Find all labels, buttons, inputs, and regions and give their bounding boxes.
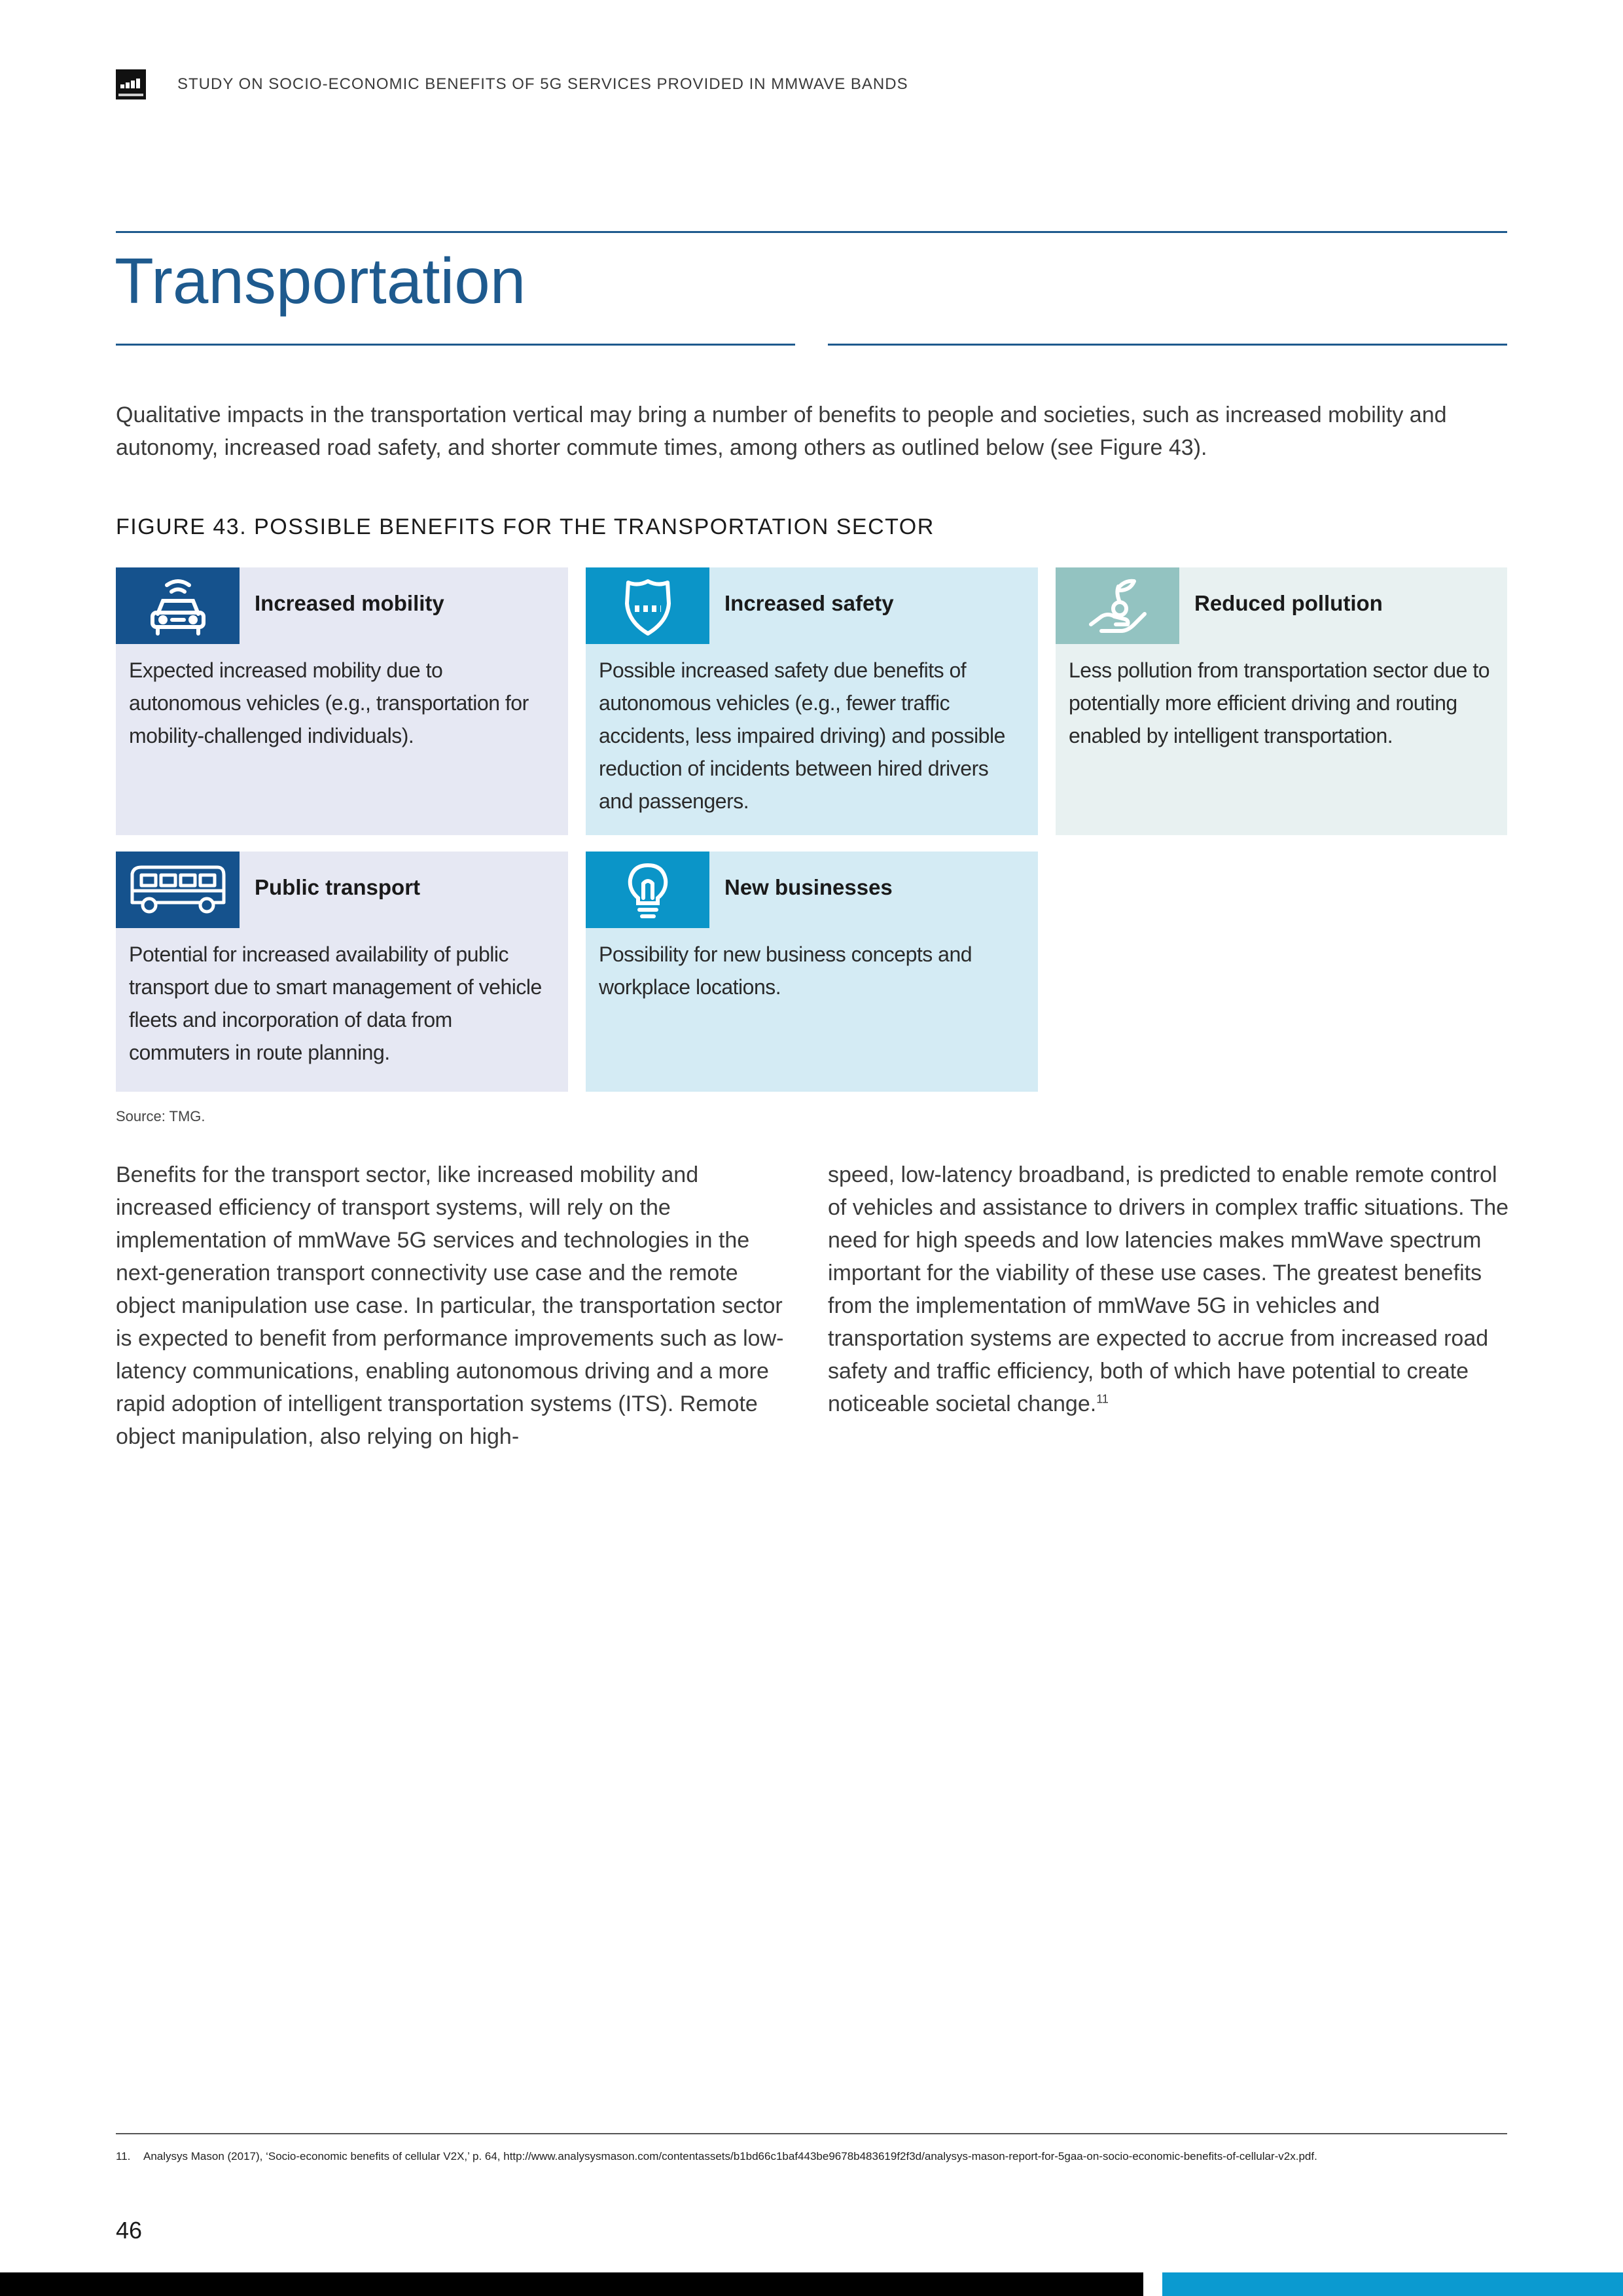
figure-source: Source: TMG.	[116, 1108, 205, 1124]
benefit-card-public-transport	[116, 852, 568, 1092]
autonomous-car-icon	[116, 567, 240, 644]
footer-bar-black	[0, 2272, 1143, 2296]
card-body: Potential for increased availability of public transport due to smart management of vehicle fleets and incorporation of data from commuters in route planning.	[129, 942, 542, 1064]
lightbulb-icon	[586, 852, 709, 928]
benefit-card-increased-mobility	[116, 567, 568, 835]
card-title: Increased safety	[724, 591, 894, 615]
card-body: Expected increased mobility due to autonomous vehicles (e.g., transportation for mobility-challenged individuals).	[129, 658, 529, 747]
title-bottom-rule-left	[116, 344, 795, 346]
body-column-right	[828, 1158, 1512, 1420]
gsma-logo	[116, 69, 146, 99]
card-title: Increased mobility	[255, 591, 444, 615]
title-top-rule	[116, 231, 1507, 233]
footnote-text[interactable]: Analysys Mason (2017), ‘Socio-economic benefits of cellular V2X,’ p. 64, http://www.analysysmason.com/contentassets/b1bd66c1baf443be9678b483619f2f3d/analysys-mason-report-for-5gaa-on-socio-economic-benefits-of-cellular-v2x.pdf.	[143, 2150, 1317, 2162]
footnote-reference[interactable]: 11	[1096, 1392, 1109, 1406]
bus-icon	[116, 852, 240, 928]
card-title: New businesses	[724, 875, 893, 899]
title-bottom-rule-right	[828, 344, 1507, 346]
plant-hand-icon	[1056, 567, 1179, 644]
benefit-card-reduced-pollution	[1056, 567, 1507, 835]
footnote-number: 11.	[116, 2150, 131, 2162]
page-number: 46	[116, 2217, 143, 2244]
running-head: STUDY ON SOCIO-ECONOMIC BENEFITS OF 5G SERVICES PROVIDED IN MMWAVE BANDS	[177, 75, 908, 93]
section-title: Transportation	[115, 245, 526, 317]
intro-paragraph: Qualitative impacts in the transportation vertical may bring a number of benefits to people and societies, such as increased mobility and autonomy, increased road safety, and shorter commute times, among others as outlined below (see Figure 43).	[116, 403, 1447, 460]
card-title: Reduced pollution	[1194, 591, 1383, 615]
card-body: Less pollution from transportation sector due to potentially more efficient driving and routing enabled by intelligent transportation.	[1069, 658, 1490, 747]
footer-bar-cyan	[1162, 2272, 1623, 2296]
footnote	[116, 2150, 1317, 2163]
benefit-card-increased-safety	[586, 567, 1038, 835]
figure-title: FIGURE 43. POSSIBLE BENEFITS FOR THE TRANSPORTATION SECTOR	[116, 514, 935, 539]
card-title: Public transport	[255, 875, 421, 899]
footnote-rule	[116, 2133, 1507, 2134]
body-column-right-text: speed, low-latency broadband, is predicted to enable remote control of vehicles and assistance to drivers in complex traffic situations. The need for high speeds and low latencies makes mmWave spectrum important for the viability of these use cases. The greatest benefits from the implementation of mmWave 5G in vehicles and transportation systems are expected to accrue from increased road safety and traffic efficiency, both of which have potential to create noticeable societal change.	[828, 1162, 1509, 1416]
card-body: Possibility for new business concepts and workplace locations.	[599, 942, 972, 999]
shield-icon	[586, 567, 709, 644]
benefit-card-new-businesses	[586, 852, 1038, 1092]
body-column-left: Benefits for the transport sector, like increased mobility and increased efficiency of transport systems, will rely on the implementation of mmWave 5G services and technologies in the next-generation transport connectivity use case and the remote object manipulation use case. In particular, the transportation sector is expected to benefit from performance improvements such as low-latency communications, enabling autonomous driving and a more rapid adoption of intelligent transportation systems (ITS). Remote object manipulation, also relying on high-	[116, 1162, 784, 1449]
card-body: Possible increased safety due benefits of autonomous vehicles (e.g., fewer traffic accidents, less impaired driving) and possible reduction of incidents between hired drivers and passengers.	[599, 658, 1005, 813]
